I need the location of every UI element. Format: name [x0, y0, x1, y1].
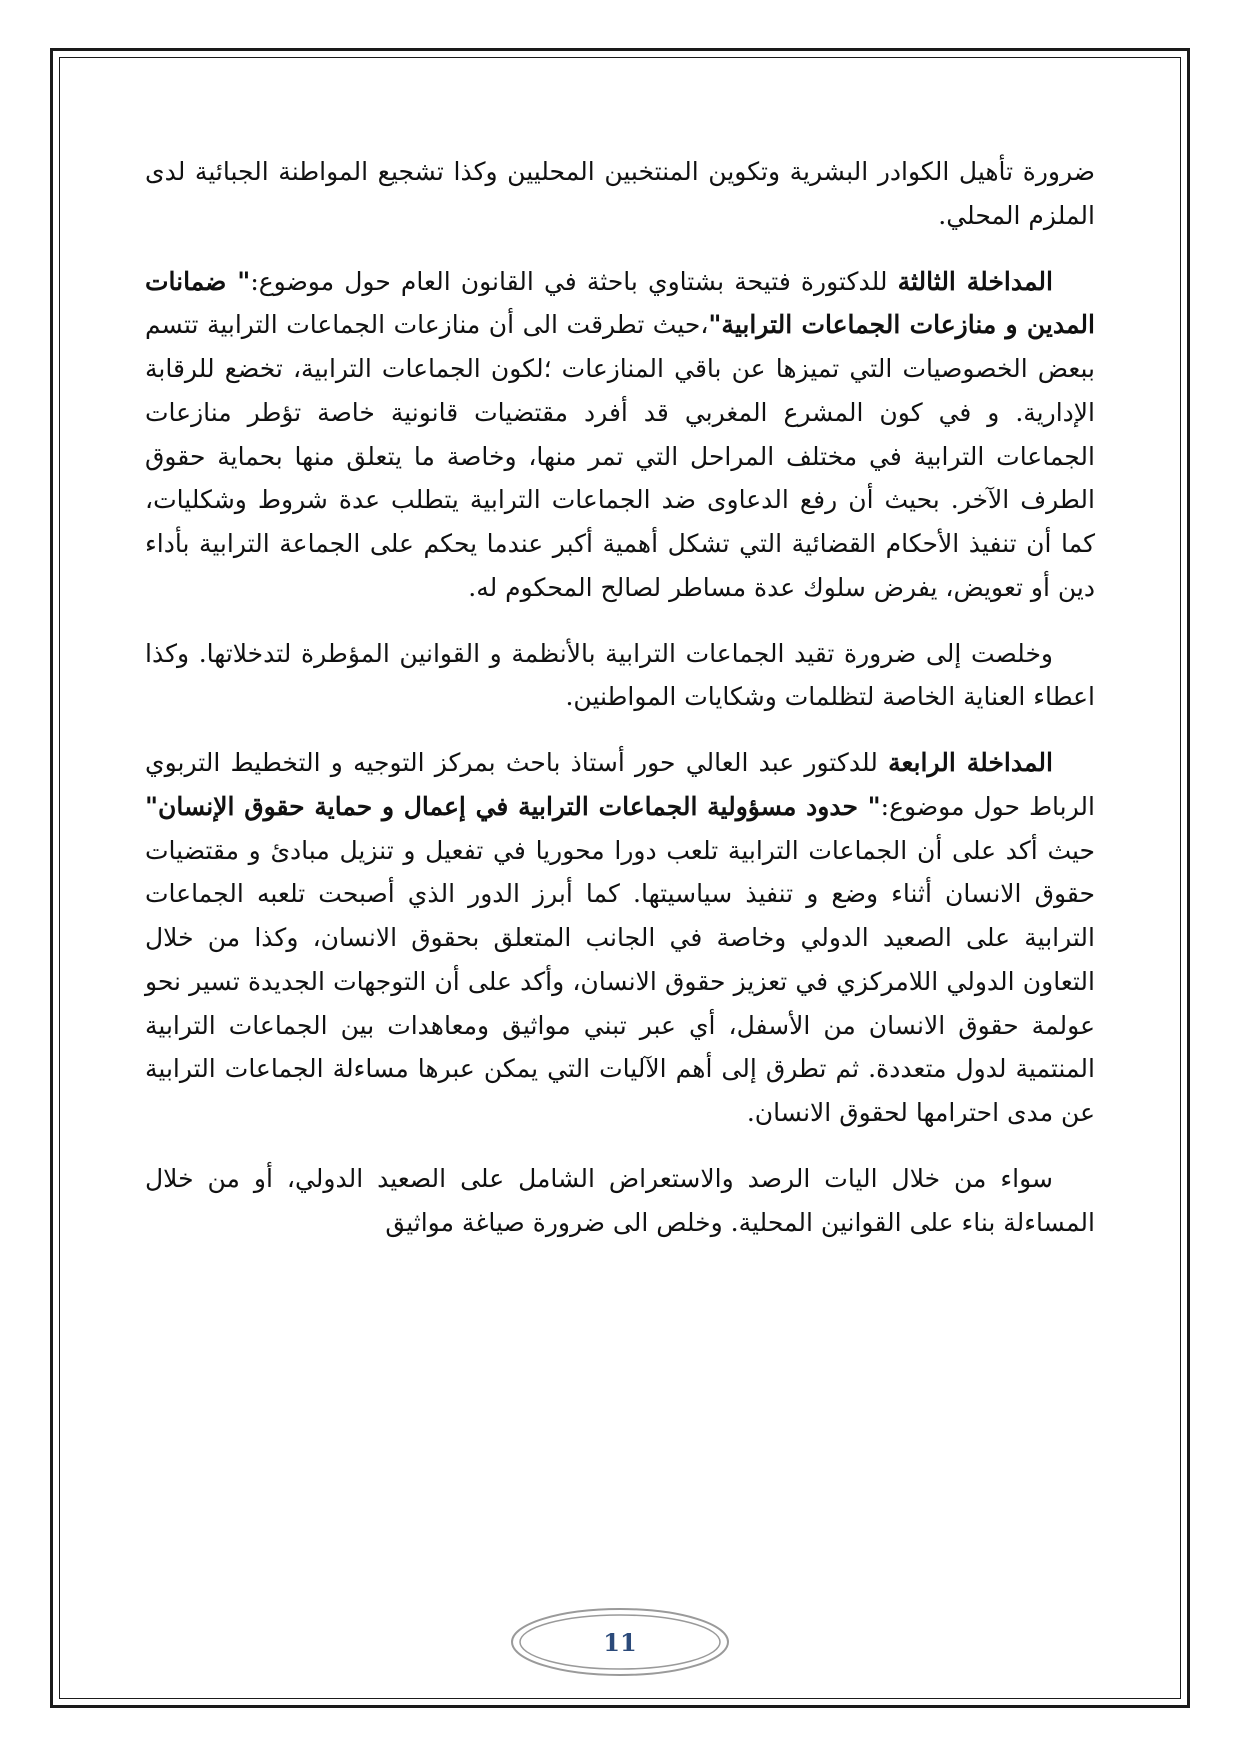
third-intervention-intro: للدكتورة فتيحة بشتاوي باحثة في القانون العام حول موضوع:: [250, 266, 898, 296]
fourth-intervention-topic: " حدود مسؤولية الجماعات الترابية في إعمال و حماية حقوق الإنسان": [145, 791, 881, 821]
paragraph-continuation: [145, 1157, 1095, 1245]
paragraph-third-intervention: [145, 260, 1095, 610]
fourth-intervention-intro: للدكتور عبد العالي حور أستاذ باحث بمركز التوجيه و التخطيط التربوي الرباط حول موضوع:: [145, 748, 1095, 821]
continuation-text: سواء من خلال اليات الرصد والاستعراض الشامل على الصعيد الدولي، أو من خلال المساءلة بناء على القوانين المحلية. وخلص الى ضرورة صياغة مواثيق: [145, 1163, 1095, 1237]
paragraph-1-text: ضرورة تأهيل الكوادر البشرية وتكوين المنتخبين المحليين وكذا تشجيع المواطنة الجبائية لدى الملزم المحلي.: [145, 157, 1095, 230]
paragraph-conclusion-third: [145, 632, 1095, 720]
third-intervention-heading: المداخلة الثالثة: [897, 266, 1053, 296]
fourth-intervention-heading: المداخلة الرابعة: [888, 748, 1053, 777]
page-number-badge: [508, 1605, 732, 1679]
page-number: 11: [603, 1627, 637, 1657]
document-body: [145, 150, 1095, 1266]
fourth-intervention-body: حيث أكد على أن الجماعات الترابية تلعب دورا محوريا في تفعيل و تنزيل مبادئ و مقتضيات حقوق الانسان أثناء وضع و تنفيذ سياسيتها. كما أبرز الدور الذي أصبحت تلعبه الجماعات الترابية على الصعيد الدولي وخاصة في الجانب المتعلق بحقوق الانسان، وكذا من خلال التعاون الدولي اللامركزي في تعزيز حقوق الانسان، وأكد على أن التوجهات الجديدة تسير نحو عولمة حقوق الانسان من الأسفل، أي عبر تبني مواثيق ومعاهدات بين الجماعات الترابية المنتمية لدول متعددة. ثم تطرق إلى أهم الآليات التي يمكن عبرها مساءلة الجماعات الترابية عن مدى احترامها لحقوق الانسان.: [145, 835, 1095, 1127]
third-intervention-topic: " ضمانات المدين و منازعات الجماعات الترابية": [145, 266, 1095, 340]
conclusion-third-text: وخلصت إلى ضرورة تقيد الجماعات الترابية بالأنظمة و القوانين المؤطرة لتدخلاتها. وكذا اعطاء العناية الخاصة لتظلمات وشكايات المواطنين.: [145, 638, 1095, 712]
paragraph-fourth-intervention: [145, 741, 1095, 1135]
paragraph-1: [145, 150, 1095, 238]
third-intervention-body: ،حيث تطرقت الى أن منازعات الجماعات الترابية تتسم ببعض الخصوصيات التي تميزها عن باقي المنازعات ؛لكون الجماعات الترابية، تخضع للرقابة الإدارية. و في كون المشرع المغربي قد أفرد مقتضيات قانونية خاصة تؤطر منازعات الجماعات الترابية في مختلف المراحل التي تمر منها، وخاصة ما يتعلق منها بحماية حقوق الطرف الآخر. بحيث أن رفع الدعاوى ضد الجماعات الترابية يتطلب عدة شروط وشكليات، كما أن تنفيذ الأحكام القضائية التي تشكل أهمية أكبر عندما يحكم على الجماعة الترابية بأداء دين أو تعويض، يفرض سلوك عدة مساطر لصالح المحكوم له.: [145, 310, 1095, 602]
